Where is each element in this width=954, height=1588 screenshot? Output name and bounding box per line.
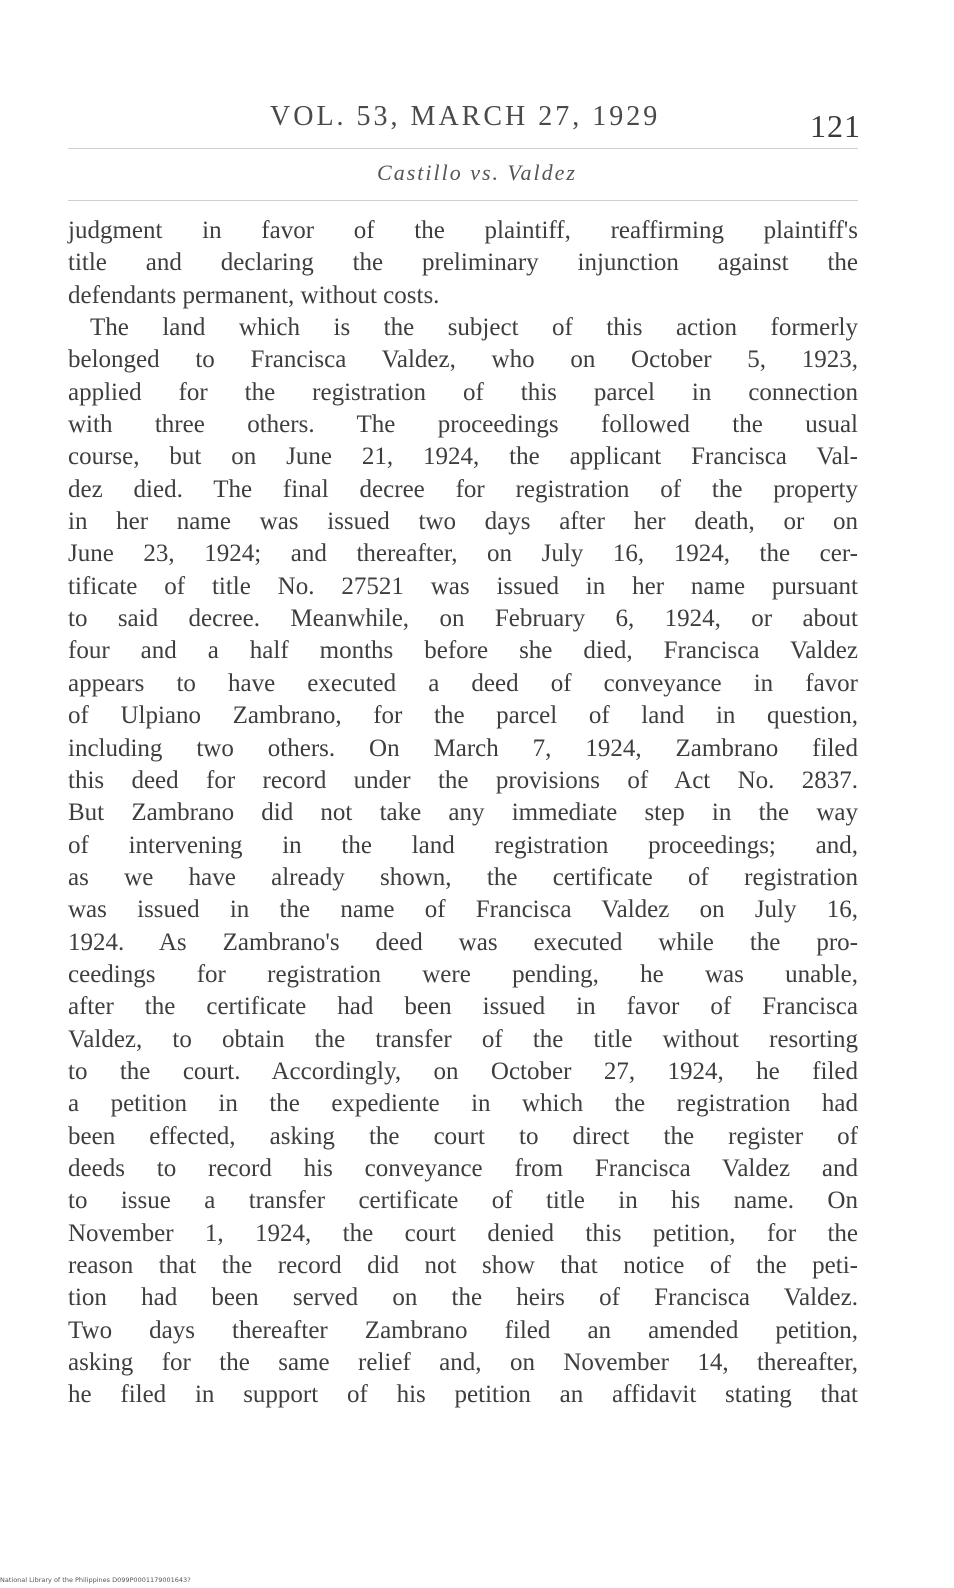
text-line: in her name was issued two days after her death, or on [68, 508, 858, 536]
scan-credit: National Library of the Philippines D099P0001179001643? [0, 1576, 191, 1584]
text-line: But Zambrano did not take any immediate step in the way [68, 799, 858, 827]
text-line: to the court. Accordingly, on October 27, 1924, he filed [68, 1057, 858, 1085]
body-text [68, 215, 858, 1412]
text-line: November 1, 1924, the court denied this petition, for the [68, 1219, 858, 1247]
text-line: of Ulpiano Zambrano, for the parcel of land in question, [68, 702, 858, 730]
text-line: deeds to record his conveyance from Francisca Valdez and [68, 1154, 858, 1182]
text-line: to said decree. Meanwhile, on February 6, 1924, or about [68, 605, 858, 633]
header-rule [68, 148, 858, 149]
text-line: to issue a transfer certificate of title in his name. On [68, 1187, 858, 1215]
running-head: VOL. 53, MARCH 27, 1929 [270, 101, 661, 132]
text-line: with three others. The proceedings followed the usual [68, 411, 858, 439]
text-line: of intervening in the land registration proceedings; and, [68, 831, 858, 859]
text-line: June 23, 1924; and thereafter, on July 16, 1924, the cer- [68, 540, 858, 568]
page-number: 121 [810, 108, 861, 144]
text-line: dez died. The final decree for registration of the property [68, 475, 858, 503]
text-line: reason that the record did not show that notice of the peti- [68, 1252, 858, 1279]
text-line: ceedings for registration were pending, he was unable, [68, 960, 858, 988]
text-line: defendants permanent, without costs. [68, 281, 440, 309]
text-line: Two days thereafter Zambrano filed an amended petition, [68, 1316, 858, 1344]
text-line: appears to have executed a deed of conveyance in favor [68, 669, 858, 697]
text-line: judgment in favor of the plaintiff, reaffirming plaintiff's [68, 217, 858, 244]
text-line: The land which is the subject of this action formerly [90, 314, 858, 342]
text-line: including two others. On March 7, 1924, Zambrano filed [68, 734, 858, 762]
text-line: was issued in the name of Francisca Valdez on July 16, [68, 896, 858, 924]
case-title: Castillo vs. Valdez [377, 160, 577, 185]
text-line: four and a half months before she died, Francisca Valdez [68, 637, 858, 665]
text-line: as we have already shown, the certificate of registration [68, 863, 858, 891]
text-line: title and declaring the preliminary injunction against the [68, 249, 858, 277]
text-line: 1924. As Zambrano's deed was executed while the pro- [68, 928, 858, 956]
text-line: been effected, asking the court to direct the register of [68, 1122, 858, 1150]
text-line: a petition in the expediente in which the registration had [68, 1090, 858, 1118]
text-line: he filed in support of his petition an affidavit stating that [68, 1381, 858, 1409]
text-line: applied for the registration of this parcel in connection [68, 378, 858, 406]
text-line: tion had been served on the heirs of Francisca Valdez. [68, 1284, 858, 1312]
text-line: course, but on June 21, 1924, the applicant Francisca Val- [68, 443, 858, 471]
text-line: after the certificate had been issued in favor of Francisca [68, 993, 858, 1021]
text-line: asking for the same relief and, on November 14, thereafter, [68, 1349, 858, 1377]
text-line: tificate of title No. 27521 was issued in her name pursuant [68, 572, 858, 600]
title-rule [68, 200, 858, 201]
text-line: belonged to Francisca Valdez, who on October 5, 1923, [68, 346, 858, 374]
text-line: this deed for record under the provisions of Act No. 2837. [68, 766, 858, 794]
text-line: Valdez, to obtain the transfer of the title without resorting [68, 1025, 858, 1053]
